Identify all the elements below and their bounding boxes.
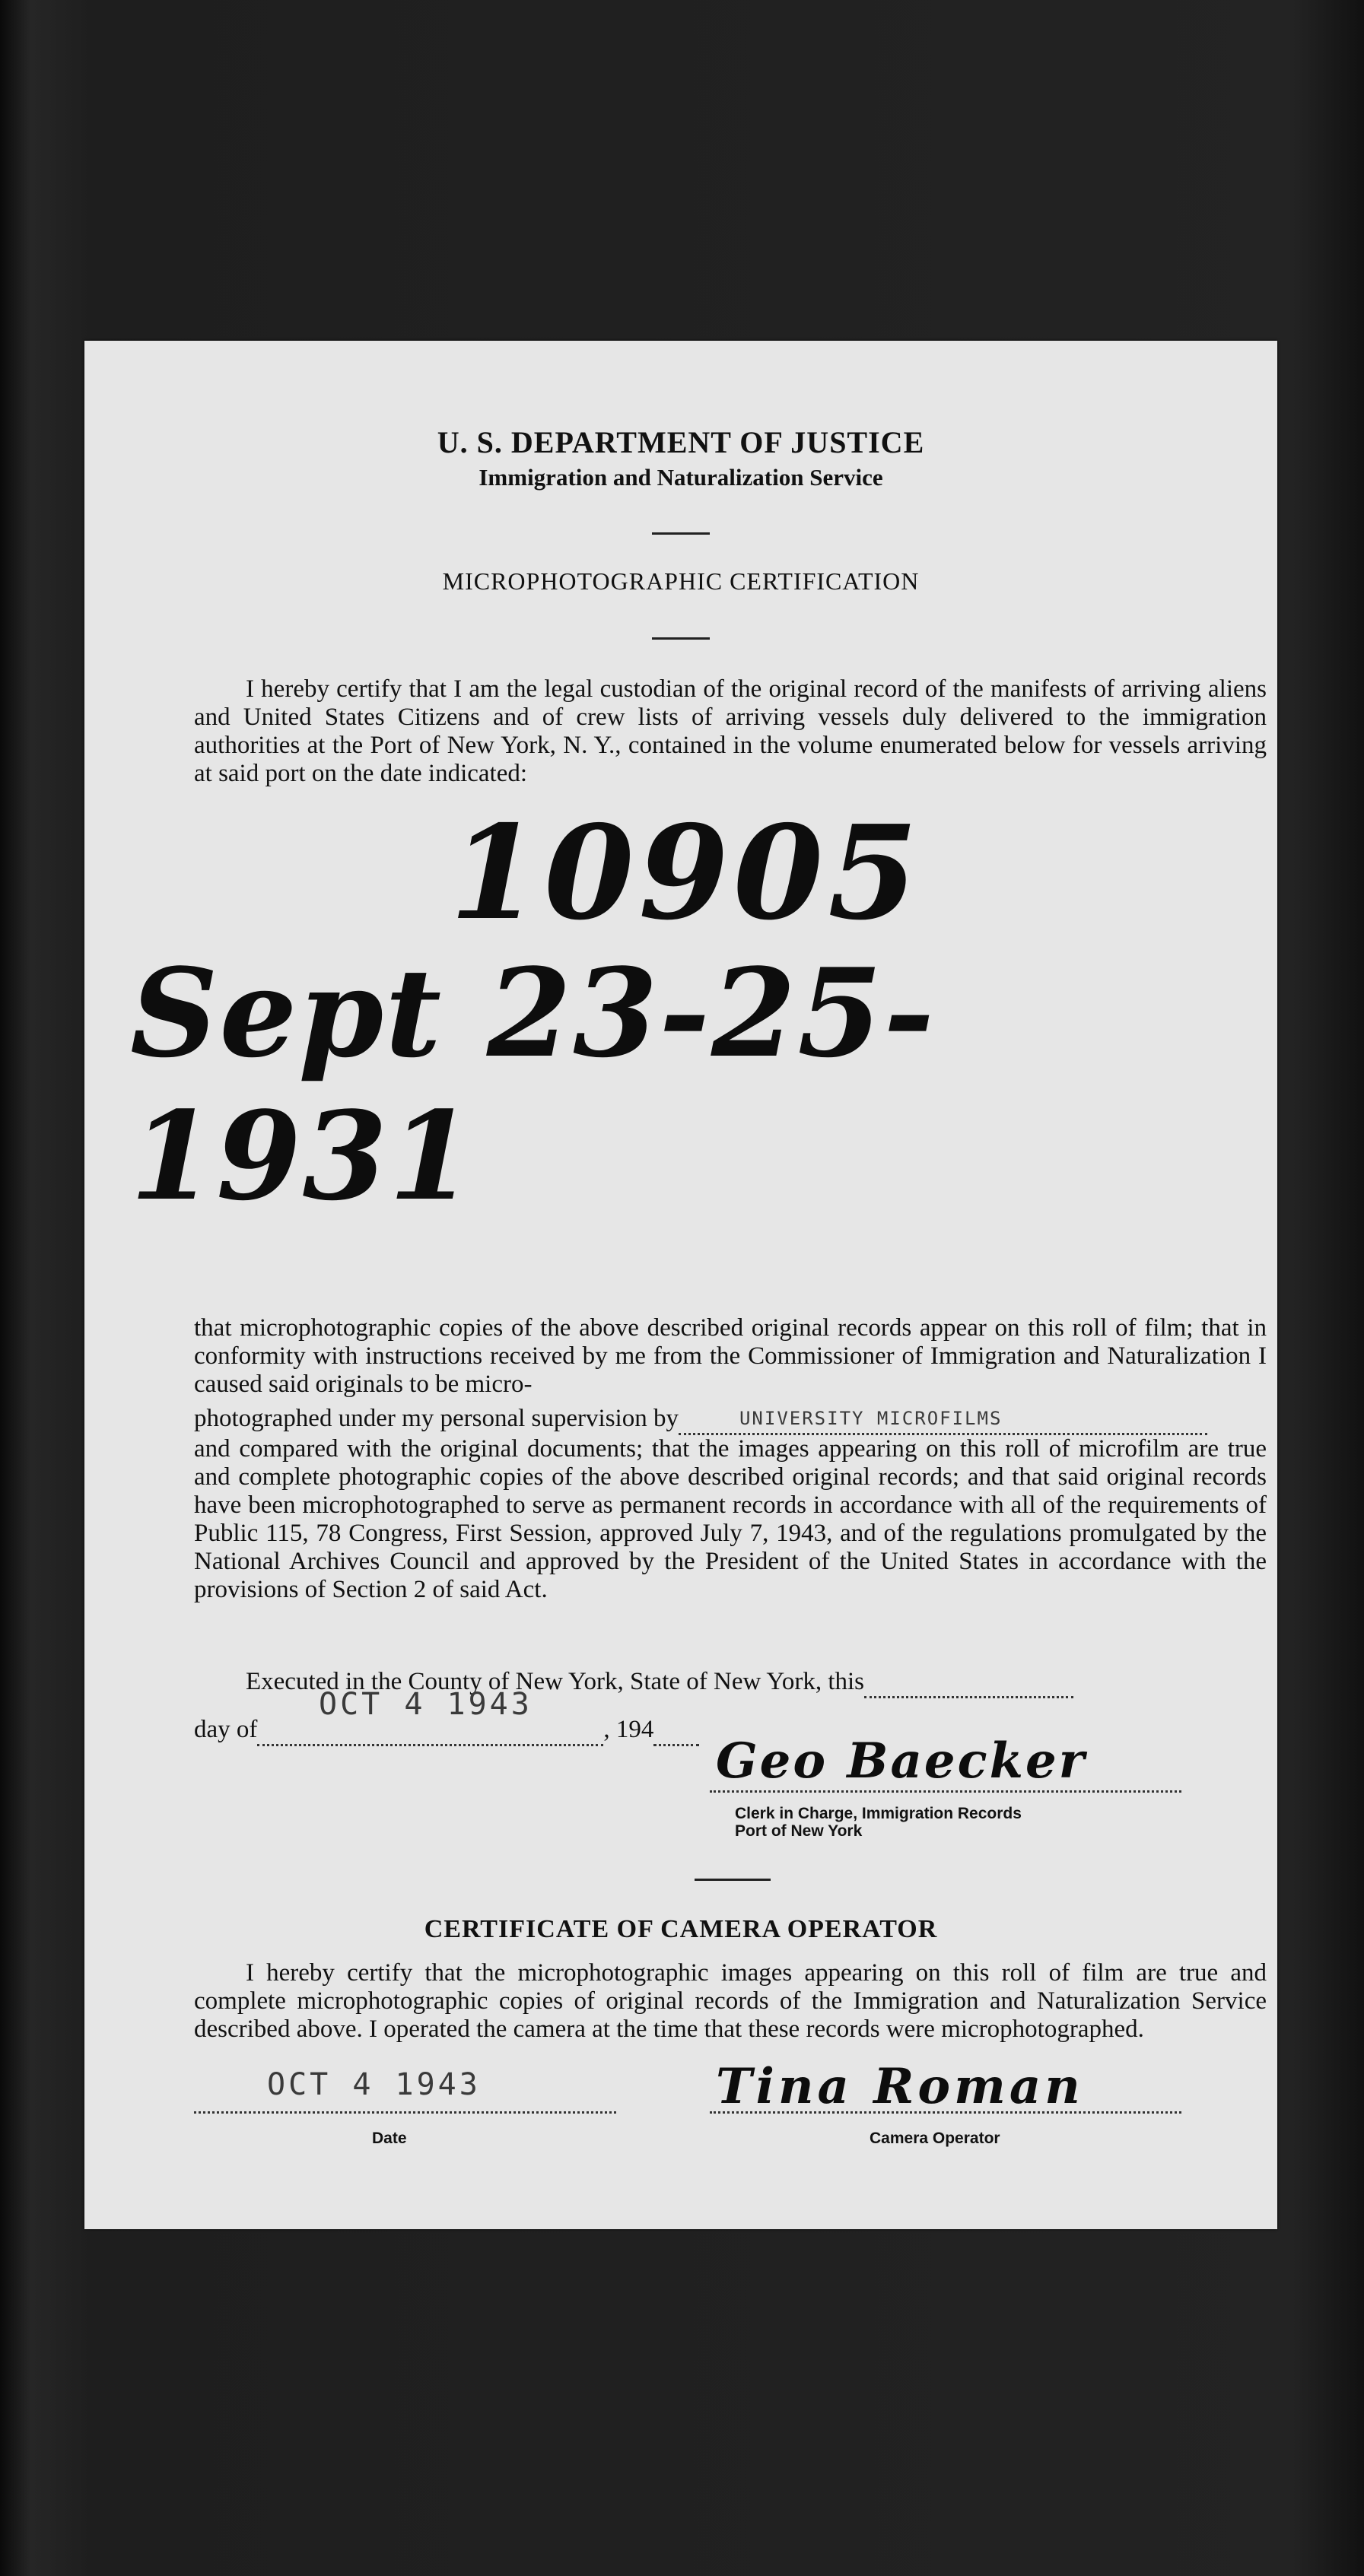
department-heading: U. S. DEPARTMENT OF JUSTICE bbox=[437, 425, 925, 459]
camera-certificate-paragraph bbox=[194, 1959, 1267, 2044]
operator-label: Camera Operator bbox=[870, 2130, 1000, 2147]
date-range-handwritten: Sept 23-25-1931 bbox=[130, 942, 936, 1228]
executed-day-field bbox=[864, 1668, 1073, 1698]
supervision-line bbox=[194, 1405, 1267, 1435]
body-text-3: and compared with the original documents; that the images appearing on this roll of microfilm are true and complete photographic copies of the above described original records; and that said original records have been microphotographed to serve as permanent records in accordance with all of the requirements of Public 115, 78 Congress, First Session, approved July 7, 1943, and of the regulations promulgated by the National Archives Council and approved by the President of the United States in accordance with the provisions of Section 2 of said Act. bbox=[194, 1435, 1267, 1603]
body-paragraph bbox=[194, 1314, 1267, 1604]
divider bbox=[652, 637, 710, 640]
photographer-stamp: UNIVERSITY MICROFILMS bbox=[739, 1408, 1003, 1429]
clerk-signature-line bbox=[710, 1790, 1181, 1793]
date-label: Date bbox=[372, 2130, 407, 2147]
executed-text: Executed in the County of New York, State of New York, this bbox=[246, 1668, 865, 1695]
intro-text: I hereby certify that I am the legal custodian of the original record of the manifests of arriving aliens and United States Citizens and of crew lists of arriving vessels duly delivered to the immigration authorities at the Port of New York, N. Y., contained in the volume enumerated below for vessels arriving at said port on the date indicated: bbox=[194, 675, 1267, 787]
date-line bbox=[194, 2111, 616, 2114]
divider bbox=[695, 1879, 771, 1881]
operator-date-stamp: OCT 4 1943 bbox=[267, 2067, 481, 2102]
year-prefix: 194 bbox=[615, 1716, 654, 1743]
operator-signature: Tina Roman bbox=[716, 2058, 1084, 2115]
operator-signature-line bbox=[710, 2111, 1181, 2114]
day-of-line: day of , 194 bbox=[194, 1716, 1267, 1746]
intro-paragraph bbox=[194, 675, 1267, 788]
clerk-title: Clerk in Charge, Immigration Records bbox=[735, 1805, 1022, 1822]
photographer-field bbox=[679, 1405, 1207, 1435]
clerk-signature: Geo Baecker bbox=[716, 1733, 1087, 1790]
volume-number-handwritten: 10905 bbox=[450, 797, 923, 949]
divider bbox=[652, 532, 710, 535]
day-of-text: day of bbox=[194, 1716, 258, 1743]
camera-certificate-title: CERTIFICATE OF CAMERA OPERATOR bbox=[424, 1915, 938, 1943]
supervision-text: photographed under my personal supervision by bbox=[194, 1405, 679, 1432]
body-text-1: that microphotographic copies of the above described original records appear on this roll of film; that in conformity with instructions received by me from the Commissioner of Immigration and Naturalization I caused said originals to be micro- bbox=[194, 1314, 1267, 1398]
certification-title: MICROPHOTOGRAPHIC CERTIFICATION bbox=[442, 567, 920, 595]
clerk-port: Port of New York bbox=[735, 1822, 863, 1840]
certificate-sheet bbox=[84, 341, 1277, 2229]
executed-date-stamp: OCT 4 1943 bbox=[319, 1687, 533, 1722]
camera-certificate-text: I hereby certify that the microphotographic images appearing on this roll of film are true and complete microphotographic copies of original records of the Immigration and Naturalization Service described above. I operated the camera at the time that these records were microphotographed. bbox=[194, 1959, 1267, 2043]
year-field bbox=[653, 1716, 699, 1746]
service-heading: Immigration and Naturalization Service bbox=[479, 464, 883, 491]
